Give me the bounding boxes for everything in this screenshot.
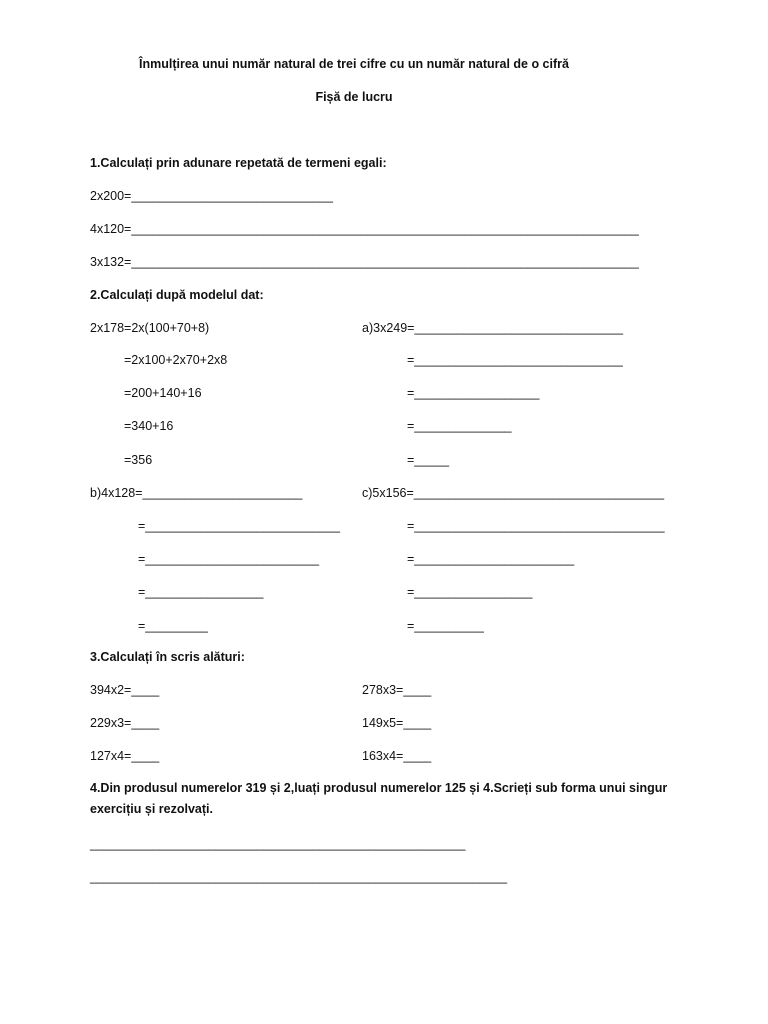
exercise-3-item: 127x4=____ [90,749,160,763]
exercise-1-line: 4x120=_________________________________________________________________________ [90,222,639,236]
exercise-3-item: 394x2=____ [90,683,160,697]
exercise-4-text: exercițiu și rezolvați. [90,802,213,816]
exercise-2a-line: =______________________________ [407,353,623,367]
exercise-3-item: 163x4=____ [362,749,432,763]
exercise-2c-line: =__________ [407,619,484,633]
exercise-1-line: 2x200=_____________________________ [90,189,333,203]
exercise-2a-line: =__________________ [407,386,540,400]
page-subtitle: Fișă de lucru [315,90,393,104]
exercise-2c-line: =_________________ [407,585,533,599]
exercise-2b-line: =____________________________ [138,519,340,533]
exercise-3-item: 229x3=____ [90,716,160,730]
model-line: =356 [124,453,153,467]
exercise-2c-line: c)5x156=____________________________________ [362,486,665,500]
exercise-2-heading: 2.Calculați după modelul dat: [90,288,264,302]
exercise-2a-line: a)3x249=______________________________ [362,321,624,335]
model-line: =2x100+2x70+2x8 [124,353,228,367]
model-line: =340+16 [124,419,174,433]
answer-line: ______________________________________________________ [90,837,466,851]
model-line: 2x178=2x(100+70+8) [90,321,210,335]
answer-line: ____________________________________________________________ [90,870,508,884]
exercise-2a-line: =______________ [407,419,512,433]
exercise-3-item: 278x3=____ [362,683,432,697]
exercise-3-item: 149x5=____ [362,716,432,730]
exercise-2b-line: =_________________ [138,585,264,599]
exercise-2a-line: =_____ [407,453,450,467]
page-title: Înmulțirea unui număr natural de trei cifre cu un număr natural de o cifră [139,57,569,71]
exercise-2b-line: =_________________________ [138,552,320,566]
model-line: =200+140+16 [124,386,202,400]
exercise-1-heading: 1.Calculați prin adunare repetată de termeni egali: [90,156,387,170]
exercise-2b-line: b)4x128=_______________________ [90,486,303,500]
exercise-2c-line: =_______________________ [407,552,575,566]
exercise-2b-line: =_________ [138,619,208,633]
exercise-1-line: 3x132=_________________________________________________________________________ [90,255,639,269]
exercise-3-heading: 3.Calculați în scris alături: [90,650,245,664]
exercise-4-text: 4.Din produsul numerelor 319 și 2,luați produsul numerelor 125 și 4.Scrieți sub forma unui singur [90,781,668,795]
exercise-2c-line: =____________________________________ [407,519,665,533]
